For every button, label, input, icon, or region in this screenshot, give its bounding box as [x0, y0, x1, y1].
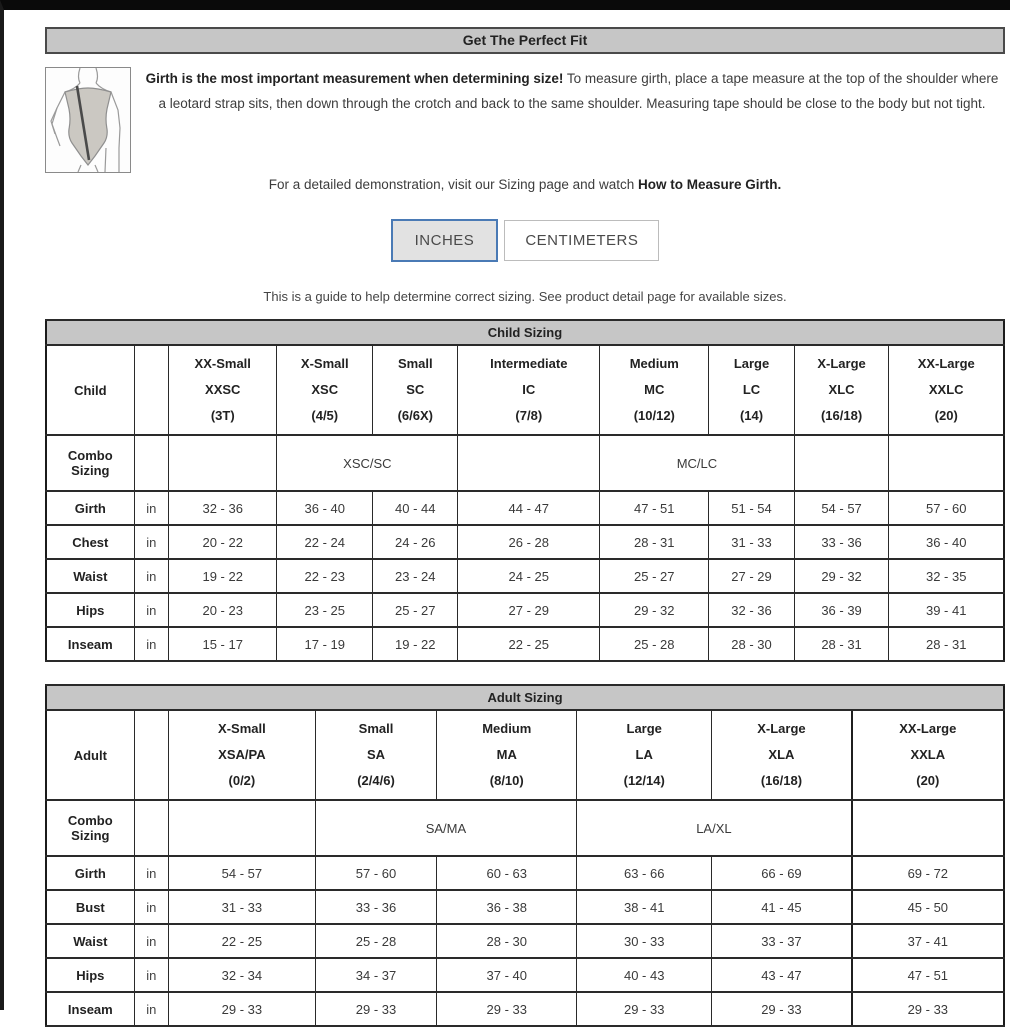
- measurement-value: 47 - 51: [852, 958, 1004, 992]
- size-column-header-line: Medium: [482, 721, 532, 736]
- unit-cell: in: [134, 491, 168, 525]
- combo-sizing-label: Combo Sizing: [46, 800, 134, 856]
- size-column-header: [794, 345, 889, 435]
- measurement-value: 29 - 33: [577, 992, 712, 1026]
- size-column-header: [277, 345, 373, 435]
- measurement-value: 44 - 47: [458, 491, 600, 525]
- measurement-row: [46, 525, 1004, 559]
- measurement-value: 57 - 60: [889, 491, 1004, 525]
- girth-instructions-body: To measure girth, place a tape measure at the top of the shoulder where a leotard strap sits, then down through the crotch and back to the same shoulder. Measuring tape should be close to the body but not tight.: [158, 71, 999, 111]
- size-column-header-line: Small: [358, 721, 394, 736]
- centimeters-button[interactable]: CENTIMETERS: [504, 220, 659, 261]
- size-column-header: [889, 345, 1004, 435]
- measurement-value: 20 - 22: [169, 525, 277, 559]
- measurement-value: 28 - 31: [794, 627, 889, 661]
- combo-size-cell: [889, 435, 1004, 491]
- unit-toggle: [45, 219, 1005, 262]
- measurement-label: Chest: [46, 525, 134, 559]
- size-column-header-line: (0/2): [228, 773, 256, 788]
- size-column-header: [852, 710, 1004, 800]
- size-column-header: [600, 345, 709, 435]
- combo-size-cell: [852, 800, 1004, 856]
- size-column-header-line: XXLA: [910, 747, 946, 762]
- combo-size-cell: [794, 435, 889, 491]
- unit-column-header: [134, 710, 168, 800]
- measurement-value: 69 - 72: [852, 856, 1004, 890]
- unit-cell: in: [134, 958, 168, 992]
- measurement-value: 37 - 40: [437, 958, 577, 992]
- measurement-value: 15 - 17: [169, 627, 277, 661]
- size-column-header-line: MC: [644, 382, 665, 397]
- measurement-value: 27 - 29: [458, 593, 600, 627]
- measurement-value: 54 - 57: [794, 491, 889, 525]
- measurement-value: 32 - 36: [709, 593, 794, 627]
- unit-cell: in: [134, 992, 168, 1026]
- size-column-header-line: XX-Large: [917, 356, 975, 371]
- adult-sizing-table: [45, 684, 1005, 1027]
- unit-cell: in: [134, 856, 168, 890]
- row-group-label: Adult: [46, 710, 134, 800]
- measurement-value: 43 - 47: [712, 958, 852, 992]
- row-group-label: Child: [46, 345, 134, 435]
- measurement-value: 31 - 33: [169, 890, 316, 924]
- measurement-value: 17 - 19: [277, 627, 373, 661]
- combo-size-cell: [169, 800, 316, 856]
- measurement-row: [46, 992, 1004, 1026]
- size-column-header-line: SA: [366, 747, 386, 762]
- size-column-header-line: Medium: [629, 356, 679, 371]
- inches-button[interactable]: INCHES: [391, 219, 499, 262]
- measurement-value: 22 - 23: [277, 559, 373, 593]
- measurement-label: Inseam: [46, 992, 134, 1026]
- measurement-value: 31 - 33: [709, 525, 794, 559]
- child-sizing-table: [45, 319, 1005, 662]
- size-column-header-line: XLC: [828, 382, 855, 397]
- measurement-value: 29 - 33: [169, 992, 316, 1026]
- demo-note-text: For a detailed demonstration, visit our Sizing page and watch: [268, 177, 638, 192]
- measurement-value: 37 - 41: [852, 924, 1004, 958]
- measurement-value: 36 - 40: [889, 525, 1004, 559]
- measurement-value: 23 - 25: [277, 593, 373, 627]
- measurement-value: 23 - 24: [373, 559, 458, 593]
- unit-cell: in: [134, 924, 168, 958]
- measurement-value: 33 - 37: [712, 924, 852, 958]
- size-column-header-line: MA: [496, 747, 517, 762]
- size-column-header-line: (3T): [210, 408, 235, 423]
- measurement-value: 28 - 31: [889, 627, 1004, 661]
- measurement-value: 60 - 63: [437, 856, 577, 890]
- page-title: [45, 27, 1005, 54]
- table-title: Child Sizing: [46, 320, 1004, 345]
- measurement-value: 29 - 32: [600, 593, 709, 627]
- measurement-value: 36 - 38: [437, 890, 577, 924]
- measurement-value: 32 - 35: [889, 559, 1004, 593]
- measurement-value: 19 - 22: [169, 559, 277, 593]
- measurement-value: 57 - 60: [315, 856, 437, 890]
- girth-measurement-illustration: [45, 67, 131, 173]
- measurement-value: 40 - 43: [577, 958, 712, 992]
- size-column-header-line: XXSC: [205, 382, 241, 397]
- size-column-header-line: IC: [522, 382, 536, 397]
- measurement-label: Hips: [46, 593, 134, 627]
- measurement-value: 38 - 41: [577, 890, 712, 924]
- measurement-row: [46, 924, 1004, 958]
- measurement-label: Hips: [46, 958, 134, 992]
- measurement-label: Waist: [46, 924, 134, 958]
- measurement-value: 29 - 33: [852, 992, 1004, 1026]
- size-column-header-line: (20): [916, 773, 940, 788]
- size-column-header-line: Intermediate: [490, 356, 568, 371]
- measurement-value: 22 - 25: [169, 924, 316, 958]
- measurement-value: 32 - 36: [169, 491, 277, 525]
- measurement-value: 41 - 45: [712, 890, 852, 924]
- measurement-row: [46, 559, 1004, 593]
- unit-cell: in: [134, 559, 168, 593]
- measurement-value: 25 - 27: [373, 593, 458, 627]
- column-header-row: [46, 345, 1004, 435]
- measurement-value: 66 - 69: [712, 856, 852, 890]
- leotard-figure-icon: [46, 68, 130, 172]
- size-column-header-line: X-Small: [300, 356, 349, 371]
- size-column-header: [315, 710, 437, 800]
- size-column-header-line: (10/12): [633, 408, 675, 423]
- sizing-page: [45, 27, 1005, 1027]
- measurement-value: 34 - 37: [315, 958, 437, 992]
- measurement-label: Bust: [46, 890, 134, 924]
- measurement-value: 22 - 24: [277, 525, 373, 559]
- size-column-header-line: SC: [406, 382, 425, 397]
- size-column-header-line: (20): [934, 408, 958, 423]
- table-title-row: [46, 320, 1004, 345]
- size-column-header-line: (8/10): [489, 773, 524, 788]
- size-column-header-line: (6/6X): [397, 408, 433, 423]
- measurement-row: [46, 627, 1004, 661]
- measurement-value: 63 - 66: [577, 856, 712, 890]
- measurement-value: 29 - 32: [794, 559, 889, 593]
- combo-size-cell: LA/XL: [577, 800, 852, 856]
- measurement-value: 25 - 28: [315, 924, 437, 958]
- intro-section: [45, 67, 1005, 173]
- measurement-row: [46, 593, 1004, 627]
- size-column-header: [712, 710, 852, 800]
- measurement-value: 51 - 54: [709, 491, 794, 525]
- measurement-value: 20 - 23: [169, 593, 277, 627]
- size-column-header-line: XXLC: [928, 382, 964, 397]
- size-column-header-line: (7/8): [515, 408, 543, 423]
- combo-size-cell: MC/LC: [600, 435, 794, 491]
- size-column-header-line: (12/14): [623, 773, 665, 788]
- measurement-value: 33 - 36: [794, 525, 889, 559]
- girth-instructions: [131, 67, 1005, 117]
- unit-cell: [134, 800, 168, 856]
- measurement-value: 29 - 33: [315, 992, 437, 1026]
- unit-column-header: [134, 345, 168, 435]
- size-column-header-line: XX-Large: [899, 721, 957, 736]
- size-column-header: [169, 345, 277, 435]
- size-column-header-line: (4/5): [311, 408, 339, 423]
- measurement-value: 22 - 25: [458, 627, 600, 661]
- column-header-row: [46, 710, 1004, 800]
- girth-instructions-lead: Girth is the most important measurement when determining size!: [145, 71, 564, 86]
- measurement-row: [46, 890, 1004, 924]
- size-column-header: [169, 710, 316, 800]
- measurement-value: 39 - 41: [889, 593, 1004, 627]
- size-column-header: [577, 710, 712, 800]
- size-column-header-line: LA: [635, 747, 653, 762]
- size-column-header-line: XSC: [311, 382, 339, 397]
- combo-sizing-label: Combo Sizing: [46, 435, 134, 491]
- size-column-header: [437, 710, 577, 800]
- demo-note: [45, 177, 1005, 192]
- page-title-text: Get The Perfect Fit: [462, 32, 588, 48]
- measurement-value: 36 - 40: [277, 491, 373, 525]
- measurement-value: 30 - 33: [577, 924, 712, 958]
- measurement-value: 25 - 28: [600, 627, 709, 661]
- measurement-row: [46, 491, 1004, 525]
- measurement-value: 19 - 22: [373, 627, 458, 661]
- measurement-value: 40 - 44: [373, 491, 458, 525]
- size-column-header-line: X-Large: [817, 356, 866, 371]
- unit-cell: in: [134, 593, 168, 627]
- measurement-value: 29 - 33: [712, 992, 852, 1026]
- measurement-value: 36 - 39: [794, 593, 889, 627]
- unit-cell: in: [134, 890, 168, 924]
- size-column-header: [373, 345, 458, 435]
- unit-cell: in: [134, 627, 168, 661]
- measurement-label: Girth: [46, 491, 134, 525]
- measurement-value: 33 - 36: [315, 890, 437, 924]
- size-column-header-line: X-Small: [218, 721, 266, 736]
- size-column-header: [458, 345, 600, 435]
- measurement-value: 29 - 33: [437, 992, 577, 1026]
- size-column-header-line: (2/4/6): [357, 773, 395, 788]
- combo-size-cell: [169, 435, 277, 491]
- size-column-header-line: (16/18): [820, 408, 863, 423]
- size-column-header-line: XX-Small: [194, 356, 251, 371]
- measurement-value: 47 - 51: [600, 491, 709, 525]
- unit-cell: in: [134, 525, 168, 559]
- measurement-value: 27 - 29: [709, 559, 794, 593]
- child-sizing-table-body: [46, 320, 1004, 661]
- measurement-value: 28 - 30: [437, 924, 577, 958]
- measurement-label: Waist: [46, 559, 134, 593]
- combo-size-cell: XSC/SC: [277, 435, 458, 491]
- adult-sizing-table-body: [46, 685, 1004, 1026]
- measurement-value: 28 - 31: [600, 525, 709, 559]
- table-title: Adult Sizing: [46, 685, 1004, 710]
- table-title-row: [46, 685, 1004, 710]
- measurement-value: 26 - 28: [458, 525, 600, 559]
- demo-note-video-title: How to Measure Girth.: [637, 177, 782, 192]
- measurement-value: 32 - 34: [169, 958, 316, 992]
- size-column-header-line: Large: [626, 721, 662, 736]
- size-column-header-line: X-Large: [757, 721, 806, 736]
- measurement-label: Inseam: [46, 627, 134, 661]
- combo-sizing-row: [46, 800, 1004, 856]
- measurement-value: 45 - 50: [852, 890, 1004, 924]
- size-column-header-line: XSA/PA: [218, 747, 266, 762]
- measurement-value: 24 - 26: [373, 525, 458, 559]
- size-column-header-line: Large: [733, 356, 770, 371]
- size-column-header: [709, 345, 794, 435]
- combo-sizing-row: [46, 435, 1004, 491]
- measurement-value: 54 - 57: [169, 856, 316, 890]
- measurement-row: [46, 856, 1004, 890]
- size-column-header-line: XLA: [768, 747, 795, 762]
- size-column-header-line: LC: [742, 382, 761, 397]
- unit-cell: [134, 435, 168, 491]
- measurement-value: 25 - 27: [600, 559, 709, 593]
- size-column-header-line: Small: [397, 356, 433, 371]
- measurement-label: Girth: [46, 856, 134, 890]
- sizing-guide-note: This is a guide to help determine correct sizing. See product detail page for available sizes.: [263, 289, 787, 304]
- measurement-value: 28 - 30: [709, 627, 794, 661]
- combo-size-cell: SA/MA: [315, 800, 577, 856]
- measurement-row: [46, 958, 1004, 992]
- combo-size-cell: [458, 435, 600, 491]
- size-column-header-line: (16/18): [760, 773, 803, 788]
- measurement-value: 24 - 25: [458, 559, 600, 593]
- size-column-header-line: (14): [739, 408, 764, 423]
